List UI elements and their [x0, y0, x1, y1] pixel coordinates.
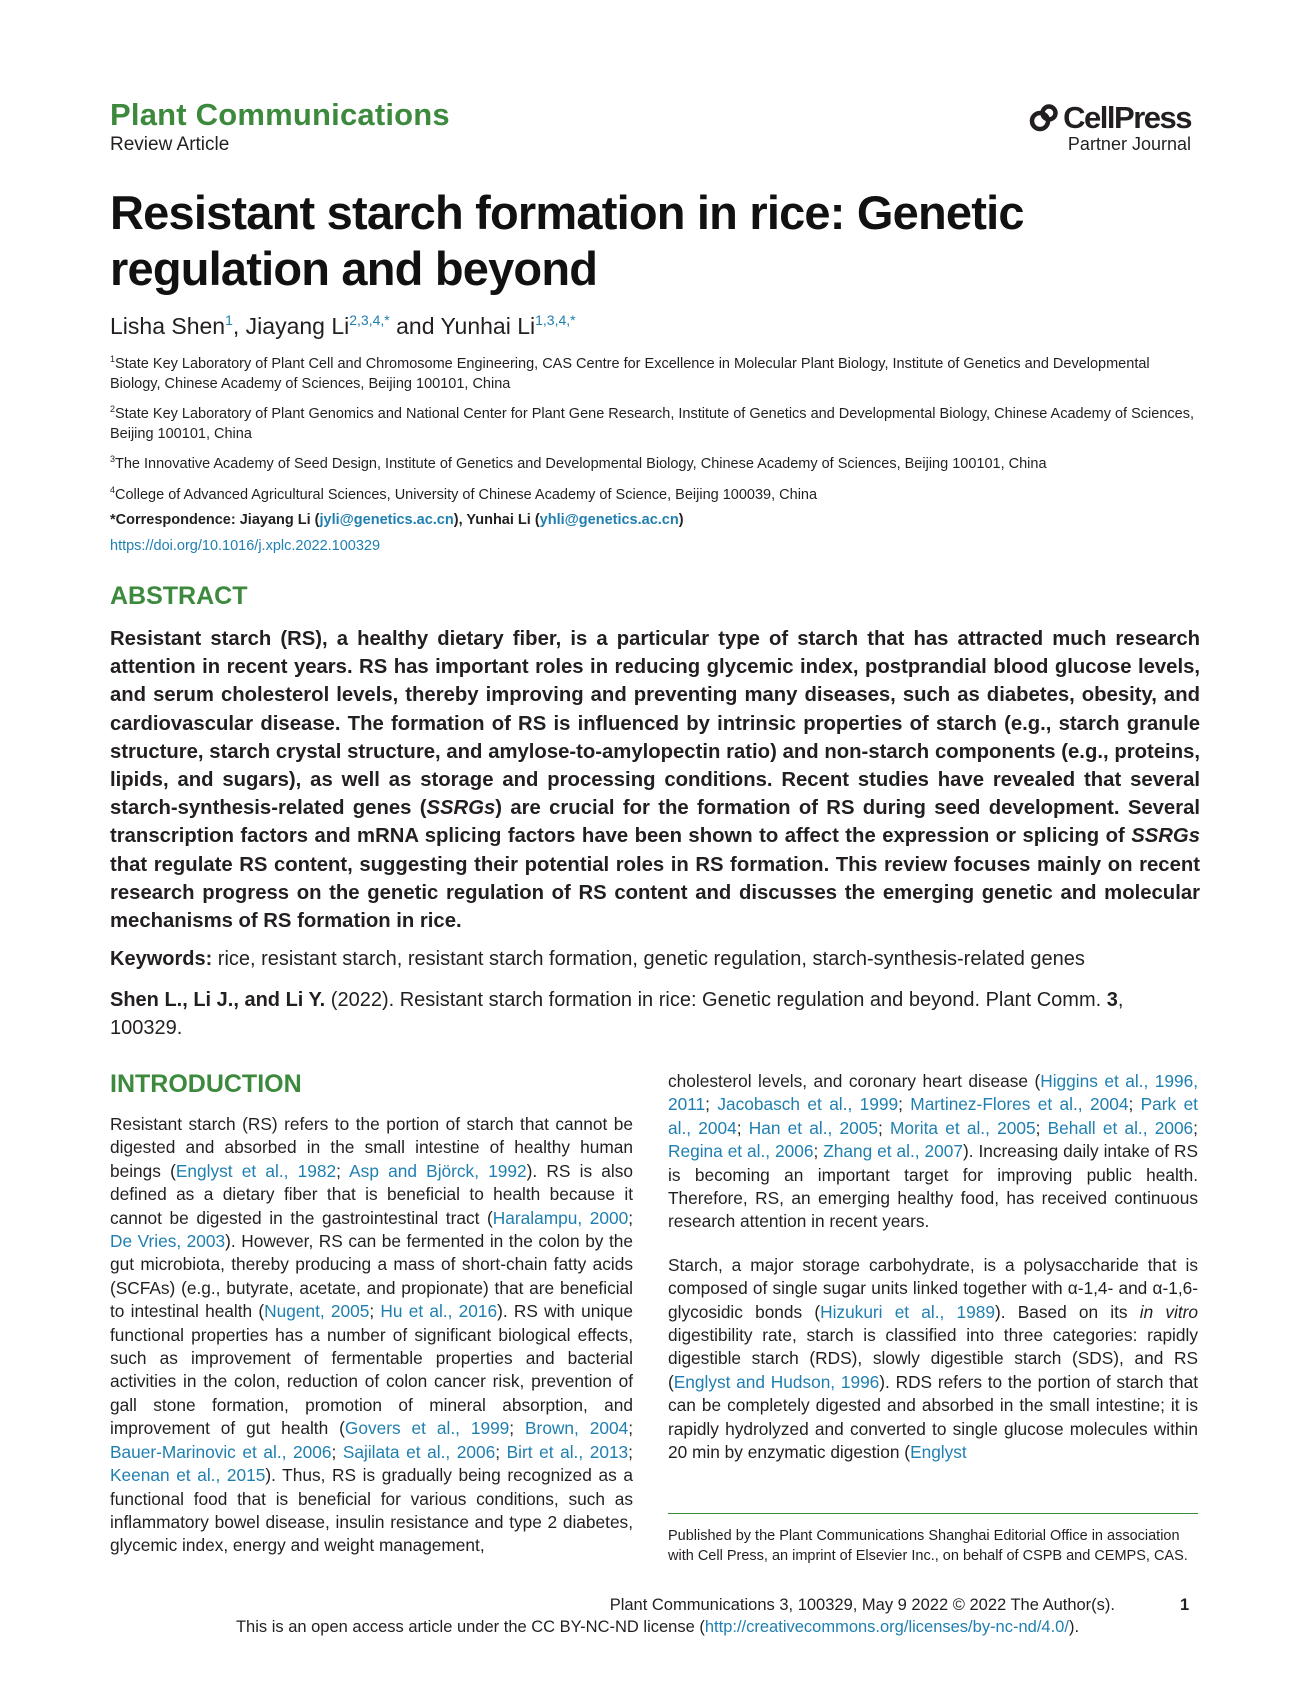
citation: [110, 986, 1200, 1042]
affiliation: [110, 450, 1200, 475]
author-name: Jiayang Li: [245, 313, 350, 339]
correspondence-text: *Correspondence: Jiayang Li (: [110, 512, 320, 528]
citation-end: , 100329.: [110, 989, 1124, 1039]
text: ;: [509, 1418, 526, 1439]
text: ;: [495, 1441, 507, 1462]
reference-link[interactable]: Keenan et al., 2015: [110, 1465, 266, 1486]
affiliation-number: 3: [110, 454, 116, 464]
abstract-segment: Resistant starch (RS), a healthy dietary fiber, is a particular type of starch that has attracted much research attention in recent years. RS has important roles in reducing glycemic index, postprandial blood glucose levels, and serum cholesterol levels, thereby improving and preventing many diseases, such as diabetes, obesity, and cardiovascular disease. The formation of RS is influenced by intrinsic properties of starch (e.g., starch granule structure, starch crystal structure, and amylose-to-amylopectin ratio) and non-starch components (e.g., proteins, lipids, and sugars), as well as storage and processing conditions. Recent studies have revealed that several starch-synthesis-related genes (: [110, 628, 1200, 820]
author-name: Lisha Shen: [110, 313, 226, 339]
reference-link[interactable]: Han et al., 2005: [748, 1117, 878, 1138]
text: ). RS with unique functional properties has a number of significant biological effects, such as improvement of fermentable properties and bacterial activities in the colon, reduction of colon cancer risk, prevention of gall stone formation, promotion of mineral absorption, and improvement of gut health (: [110, 1301, 633, 1439]
affiliation-text: State Key Laboratory of Plant Genomics and National Center for Plant Gene Research, Institute of Genetics and Developmental Biology, Chinese Academy of Sciences, Beijing 100101, China: [110, 406, 1194, 442]
affiliation-text: State Key Laboratory of Plant Cell and Chromosome Engineering, CAS Centre for Excellence in Molecular Plant Biology, Institute of Genetics and Developmental Biology, Chinese Academy of Sciences, Beijing 100101, China: [110, 356, 1150, 392]
paragraph: [668, 1254, 1198, 1465]
reference-link[interactable]: Birt et al., 2013: [506, 1441, 629, 1462]
cellpress-logo-icon: [1029, 104, 1059, 132]
reference-link[interactable]: Jacobasch et al., 1999: [717, 1094, 899, 1115]
reference-link[interactable]: Morita et al., 2005: [890, 1117, 1036, 1138]
reference-link[interactable]: Govers et al., 1999: [344, 1418, 510, 1439]
text: ;: [813, 1141, 824, 1162]
reference-link[interactable]: Haralampu, 2000: [492, 1207, 629, 1228]
left-column: [110, 1113, 633, 1578]
author-list: [110, 312, 576, 340]
page-number: 1: [1180, 1596, 1190, 1614]
footer-citation: Plant Communications 3, 100329, May 9 2022 © 2022 The Author(s).: [609, 1596, 1115, 1614]
email-link[interactable]: jyli@genetics.ac.cn: [319, 512, 454, 528]
paragraph: [668, 1070, 1198, 1234]
right-column: [668, 1070, 1198, 1485]
text: ). RDS refers to the portion of starch that can be completely digested and absorbed in the small intestine; it is rapidly hydrolyzed and converted to single glucose molecules within 20 min by enzymatic digestion (: [668, 1371, 1198, 1463]
reference-link[interactable]: Sajilata et al., 2006: [342, 1441, 496, 1462]
reference-link[interactable]: Park et al., 2004: [668, 1094, 1198, 1138]
reference-link[interactable]: Hizukuri et al., 1989: [820, 1301, 995, 1322]
footnote-divider: [668, 1513, 1198, 1514]
affiliation: [110, 400, 1200, 444]
reference-link[interactable]: Englyst and Hudson, 1996: [673, 1371, 880, 1392]
keywords-text: rice, resistant starch, resistant starch formation, genetic regulation, starch-synthesis-related genes: [212, 948, 1085, 970]
abstract-segment: ) are crucial for the formation of RS during seed development. Several transcription factors and mRNA splicing factors have been shown to affect the expression or splicing of: [110, 797, 1201, 848]
text: ). Thus, RS is gradually being recognized as a functional food that is beneficial for various conditions, such as inflammatory bowel disease, insulin resistance and type 2 diabetes, glycemic index, energy and weight management,: [110, 1465, 633, 1556]
license-text: This is an open access article under the CC BY-NC-ND license (: [235, 1618, 705, 1636]
author-separator: ,: [232, 313, 246, 339]
reference-link[interactable]: Nugent, 2005: [264, 1301, 370, 1322]
text: Resistant starch (RS) refers to the portion of starch that cannot be digested and absorbed in the small intestine of healthy human beings (: [110, 1114, 633, 1181]
correspondence: [110, 511, 1200, 531]
citation-text: (2022). Resistant starch formation in rice: Genetic regulation and beyond. Plant Comm.: [325, 989, 1107, 1011]
article-type: Review Article: [110, 134, 230, 155]
abstract-text: [110, 625, 1200, 935]
citation-authors: Shen L., Li J., and Li Y.: [110, 989, 326, 1011]
reference-link[interactable]: Hu et al., 2016: [380, 1301, 498, 1322]
affiliation: [110, 350, 1200, 394]
reference-link[interactable]: Zhang et al., 2007: [823, 1141, 963, 1162]
text: ;: [369, 1301, 381, 1322]
text: ). Increasing daily intake of RS is becoming an important target for improving public health. Therefore, RS, an emerging healthy food, has received continuous research attention in recent years.: [668, 1141, 1198, 1232]
doi-link[interactable]: https://doi.org/10.1016/j.xplc.2022.100329: [110, 537, 381, 554]
license-text: ).: [1068, 1618, 1080, 1636]
article-title: Resistant starch formation in rice: Genetic regulation and beyond: [110, 186, 1024, 295]
text: ;: [628, 1418, 634, 1439]
author-affil-ref[interactable]: 2,3,4,*: [349, 312, 390, 328]
text: ;: [628, 1207, 633, 1228]
paragraph: [110, 1113, 633, 1558]
reference-link[interactable]: Asp and Björck, 1992: [349, 1160, 527, 1181]
text: ;: [628, 1441, 633, 1462]
text: ;: [736, 1117, 749, 1138]
text: ;: [336, 1160, 350, 1181]
italic-text: in vitro: [1139, 1301, 1199, 1322]
reference-link[interactable]: Englyst: [910, 1442, 967, 1463]
reference-link[interactable]: Behall et al., 2006: [1047, 1117, 1194, 1138]
text: ;: [1035, 1117, 1048, 1138]
publisher-sub: Partner Journal: [1067, 134, 1191, 154]
text: ;: [898, 1094, 911, 1115]
text: ;: [877, 1117, 890, 1138]
affiliation-text: The Innovative Academy of Seed Design, Institute of Genetics and Developmental Biology, Chinese Academy of Sciences, Beijing 100101, China: [115, 456, 1047, 472]
publisher-footnote: Published by the Plant Communications Shanghai Editorial Office in association with Cell Press, an imprint of Elsevier Inc., on behalf of CSPB and CEMPS, CAS.: [668, 1528, 1188, 1564]
author-name: Yunhai Li: [440, 313, 536, 339]
affiliation-number: 4: [110, 484, 116, 495]
email-link[interactable]: yhli@genetics.ac.cn: [539, 512, 679, 528]
text: ;: [331, 1441, 343, 1462]
text: digestibility rate, starch is classified into three categories: rapidly digestible starch (RDS), slowly digestible starch (SDS), and RS (: [668, 1325, 1198, 1392]
author-separator: and: [389, 313, 441, 339]
abstract-heading: ABSTRACT: [110, 582, 248, 610]
text: ;: [1128, 1094, 1141, 1115]
text: ;: [1193, 1117, 1198, 1138]
text: ). However, RS can be fermented in the colon by the gut microbiota, thereby producing a mass of short-chain fatty acids (SCFAs) (e.g., butyrate, acetate, and propionate) that are beneficial to intestinal health (: [110, 1231, 633, 1322]
keywords-label: Keywords:: [110, 948, 213, 970]
affiliations: [110, 350, 1200, 562]
text: ;: [705, 1094, 718, 1115]
abstract-segment: that regulate RS content, suggesting their potential roles in RS formation. This review focuses mainly on recent research progress on the genetic regulation of RS content and discusses the emerging genetic and molecular mechanisms of RS formation in rice.: [110, 853, 1200, 933]
correspondence-text: ): [678, 512, 684, 528]
reference-link[interactable]: Englyst et al., 1982: [175, 1160, 337, 1181]
reference-link[interactable]: Bauer-Marinovic et al., 2006: [110, 1441, 332, 1462]
affiliation-text: College of Advanced Agricultural Sciences, University of Chinese Academy of Science, Beijing 100039, China: [115, 486, 818, 503]
reference-link[interactable]: Regina et al., 2006: [668, 1141, 814, 1162]
publisher-logo: [1029, 100, 1191, 155]
reference-link[interactable]: Brown, 2004: [525, 1418, 629, 1439]
journal-name: Plant Communications: [110, 97, 450, 132]
affiliation-number: 2: [110, 404, 116, 414]
abstract-italic: SSRGs: [426, 797, 496, 820]
keywords: [110, 948, 1205, 971]
author-affil-ref[interactable]: 1: [225, 312, 233, 328]
text: cholesterol levels, and coronary heart disease (: [668, 1071, 1041, 1091]
footer-license: [0, 1618, 1315, 1637]
correspondence-text: ), Yunhai Li (: [453, 512, 540, 528]
text: ). Based on its: [994, 1301, 1140, 1322]
introduction-heading: INTRODUCTION: [110, 1070, 302, 1098]
affiliation-number: 1: [110, 354, 116, 364]
affiliation: [110, 481, 1200, 506]
reference-link[interactable]: De Vries, 2003: [110, 1231, 226, 1252]
text: ). RS is also defined as a dietary fiber that is beneficial to health because it cannot be digested in the gastrointestinal tract (: [110, 1160, 633, 1228]
citation-volume: 3: [1106, 989, 1118, 1011]
abstract-italic: SSRGs: [1131, 825, 1200, 848]
publisher-brand: CellPress: [1063, 100, 1191, 135]
reference-link[interactable]: Martinez-Flores et al., 2004: [910, 1094, 1129, 1115]
text: Starch, a major storage carbohydrate, is a polysaccharide that is composed of single sugar units linked together with α-1,4- and α-1,6-glycosidic bonds (: [668, 1254, 1198, 1322]
license-link[interactable]: http://creativecommons.org/licenses/by-nc-nd/4.0/: [704, 1618, 1069, 1636]
reference-link[interactable]: Higgins et al., 1996, 2011: [668, 1071, 1199, 1115]
author-affil-ref[interactable]: 1,3,4,*: [535, 312, 576, 328]
